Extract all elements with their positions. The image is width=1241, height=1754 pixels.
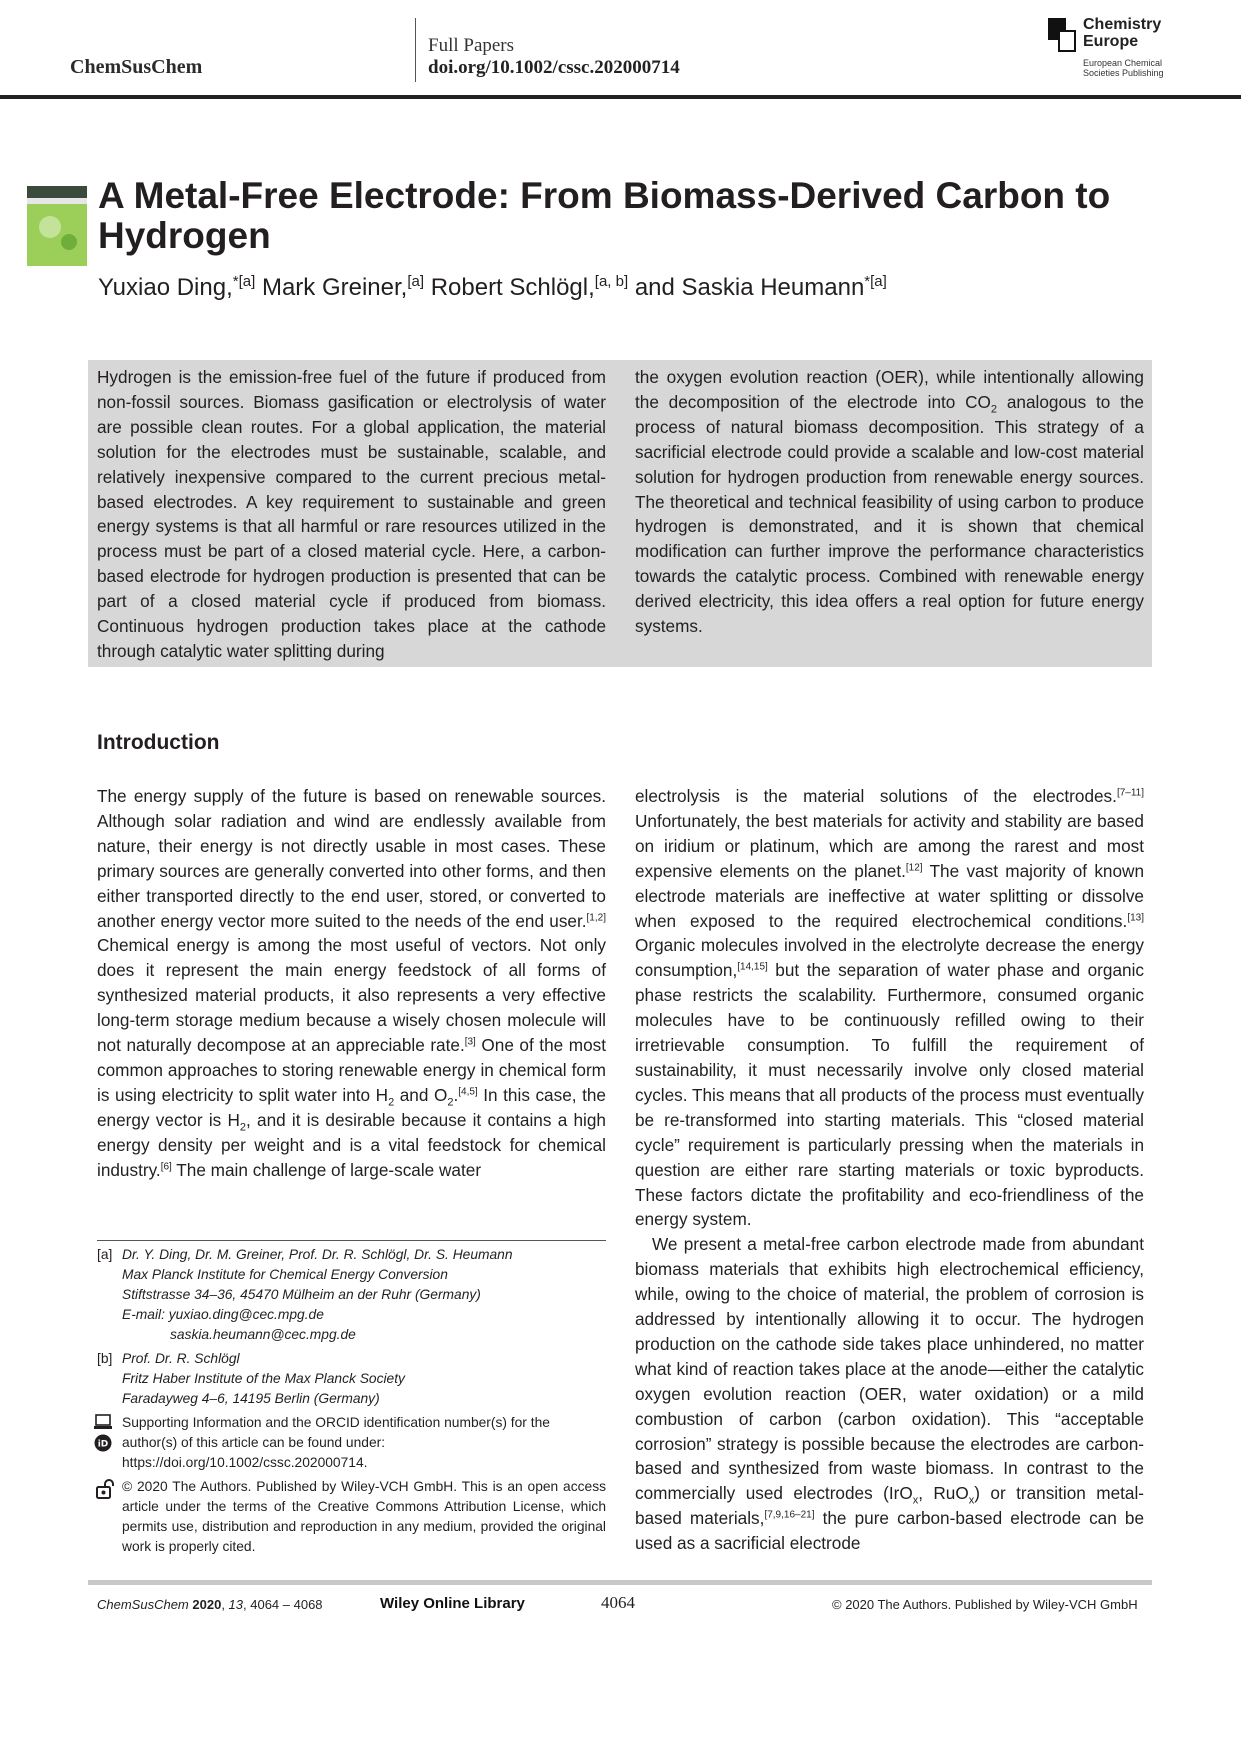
- wiley-online-library-link[interactable]: Wiley Online Library: [380, 1595, 525, 1612]
- citation-ref[interactable]: [13]: [1127, 911, 1144, 923]
- doi-link[interactable]: doi.org/10.1002/cssc.202000714: [428, 57, 680, 78]
- section-heading-introduction: Introduction: [97, 731, 220, 754]
- publisher-name-line1: Chemistry: [1083, 16, 1162, 33]
- author-name: Yuxiao Ding,: [98, 274, 233, 301]
- author-name: Robert Schlögl,: [430, 274, 595, 301]
- author-name: and Saskia Heumann: [634, 274, 865, 301]
- article-title: A Metal-Free Electrode: From Biomass-Derived Carbon to Hydrogen: [98, 175, 1111, 256]
- author-name: Mark Greiner,: [261, 274, 408, 301]
- citation-ref[interactable]: [4,5]: [458, 1086, 478, 1098]
- chemistry-europe-logo-icon: [1048, 18, 1076, 52]
- journal-name: ChemSusChem: [70, 56, 203, 78]
- citation-ref[interactable]: [6]: [160, 1160, 172, 1172]
- abstract-right-column: the oxygen evolution reaction (OER), while intentionally allowing the decomposition of the electrode into $CO_2$ analogous to the process of natural biomass decomposition. This strategy of a sacrificial electrode could provide a scalable and low-cost material solution for hydrogen production from renewable energy sources. The theoretical and technical feasibility of using carbon to produce hydrogen is demonstrated, and it is shown that chemical modification can further improve the performance characteristics towards the catalytic process. Combined with renewable energy derived electricity, this idea offers a real option for future energy systems.: [635, 367, 1144, 637]
- author-list: [98, 274, 887, 302]
- open-access-lock-icon: [94, 1478, 116, 1500]
- svg-text:iD: iD: [97, 1439, 109, 1450]
- citation-ref[interactable]: [7–11]: [1116, 787, 1144, 799]
- author-affiliation: *[a]: [864, 273, 887, 290]
- affiliation-label-a: [a]: [97, 1247, 113, 1262]
- section-type: Full Papers: [428, 35, 515, 56]
- header-divider: [415, 18, 416, 82]
- footer-rule: [88, 1580, 1152, 1585]
- page-number: 4064: [601, 1593, 635, 1612]
- footer-citation: ChemSusChem 2020, 13, 4064 – 4068: [97, 1597, 323, 1612]
- introduction-left-column: The energy supply of the future is based on renewable sources. Although solar radiation and wind are endlessly available from nature, their energy is not directly usable in most cases. These primary sources are generally converted into other forms, and then either transported directly to the end user, stored, or converted to another energy vector more suited to the needs of the end user.[1,2] Chemical energy is among the most useful of vectors. Not only does it represent the main energy feedstock of all forms of synthesized material products, it also represents a very effective long-term storage medium because a wisely chosen molecule will not naturally decompose at an appreciable rate.[3] One of the most common approaches to storing renewable energy in chemical form is using electricity to split water into $H_2$ and $O_2.[4,5]$ In this case, the energy vector is $H_2$, and it is desirable because it contains a high energy density per weight and is a vital feedstock for chemical industry.[6] The main challenge of large-scale water: [97, 786, 606, 1180]
- journal-cover-thumbnail[interactable]: [27, 186, 87, 266]
- publisher-name-line2: Europe: [1083, 33, 1139, 50]
- affiliation-a: Dr. Y. Ding, Dr. M. Greiner, Prof. Dr. R. Schlögl, Dr. S. Heumann Max Planck Institute for Chemical Energy Conversion Stiftstrasse 34–36, 45470 Mülheim an der Ruhr (Germany) E-mail: yuxiao.ding@cec.mpg.de: [122, 1245, 606, 1325]
- citation-ref[interactable]: [7,9,16–21]: [764, 1509, 815, 1521]
- header-rule: [0, 95, 1241, 99]
- paragraph: electrolysis is the material solutions of the electrodes.[7–11] Unfortunately, the best materials for activity and stability are based on iridium or platinum, which are among the rarest and most expensive elements on the planet.[12] The vast majority of known electrode materials are ineffective at water splitting or dissolve when exposed to the required electrochemical conditions.[13] Organic molecules involved in the electrolyte decrease the energy consumption,[14,15] but the separation of water phase and organic phase restricts the scalability. Furthermore, consumed organic molecules have to be continuously refilled owing to their irretrievable consumption. To fulfill the requirement of sustainability, it must necessarily involve only closed material cycles. This means that all products of the process must eventually be re-transformed into starting materials. This “closed material cycle” requirement is particularly pressing when the materials in question are either rare starting materials or toxic byproducts. These factors dictate the profitability and eco-friendliness of the energy system.: [635, 786, 1144, 1230]
- publisher-subtitle-line1: European Chemical: [1083, 58, 1163, 68]
- orcid-icon: [94, 1434, 112, 1452]
- footnote-rule: [97, 1240, 606, 1241]
- citation-ref[interactable]: [3]: [464, 1036, 476, 1048]
- publisher-logo[interactable]: [1048, 18, 1178, 80]
- affiliation-b: Prof. Dr. R. Schlögl Fritz Haber Institute of the Max Planck Society Faradayweg 4–6, 14195 Berlin (Germany): [122, 1351, 405, 1406]
- email-link[interactable]: saskia.heumann@cec.mpg.de: [170, 1327, 356, 1342]
- citation-ref[interactable]: [12]: [905, 861, 923, 873]
- author-affiliation: [a, b]: [594, 273, 629, 290]
- affiliation-label-b: [b]: [97, 1351, 113, 1366]
- footer-copyright: © 2020 The Authors. Published by Wiley-VCH GmbH: [832, 1597, 1138, 1612]
- author-affiliation: *[a]: [232, 273, 256, 290]
- supporting-information-note[interactable]: Supporting Information and the ORCID identification number(s) for the author(s) of this article can be found under: https://doi.org/10.1002/cssc.202000714.: [122, 1415, 550, 1470]
- citation-ref[interactable]: [14,15]: [737, 961, 768, 973]
- publisher-subtitle-line2: Societies Publishing: [1083, 68, 1164, 78]
- paragraph: We present a metal-free carbon electrode made from abundant biomass materials that exhibits high electrochemical efficiency, while, owing to the choice of material, the problem of corrosion is addressed by intentionally allowing it to occur. The hydrogen production on the cathode side takes place unhindered, no matter what kind of reaction takes place at the anode—either the catalytic oxygen evolution reaction (OER, water oxidation) or a mild combustion of carbon (carbon oxidation). This “acceptable corrosion” strategy is possible because the electrodes are carbon-based and synthesized from waste biomass. In contrast to the commercially used electrodes (IrO$_x$, RuO$_x$) or transition metal-based materials,[7,9,16–21] the pure carbon-based electrode can be used as a sacrificial electrode: [635, 1234, 1145, 1554]
- author-affiliation: [a]: [407, 273, 425, 290]
- email-link[interactable]: E-mail: yuxiao.ding@cec.mpg.de: [122, 1307, 324, 1322]
- introduction-right-column: [635, 784, 1144, 1556]
- abstract-left-column: Hydrogen is the emission-free fuel of the future if produced from non-fossil sources. Biomass gasification or electrolysis of water are possible clean routes. For a global application, the material solution for the electrodes must be sustainable, scalable, and relatively inexpensive compared to the current precious metal-based electrodes. A key requirement to sustainable and green energy systems is that all harmful or rare resources utilized in the process must be part of a closed material cycle. Here, a carbon-based electrode for hydrogen production is presented that can be part of a closed material cycle if produced from biomass. Continuous hydrogen production takes place at the cathode through catalytic water splitting during: [97, 367, 606, 661]
- supporting-information-icon: [94, 1414, 112, 1430]
- citation-ref[interactable]: [1,2]: [586, 911, 606, 923]
- open-access-note: © 2020 The Authors. Published by Wiley-VCH GmbH. This is an open access article under the terms of the Creative Commons Attribution License, which permits use, distribution and reproduction in any medium, provided the original work is properly cited.: [122, 1479, 606, 1554]
